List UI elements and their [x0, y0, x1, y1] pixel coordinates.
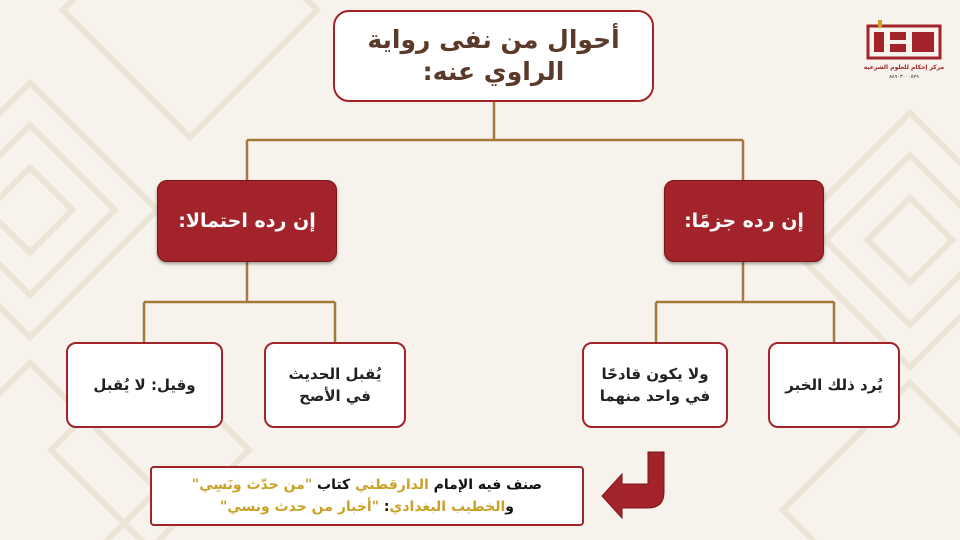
certain-child-1-box: [768, 342, 900, 428]
note-author-2: الخطيب البغدادي: [389, 499, 506, 515]
note-text: :: [379, 499, 390, 515]
branch-certain-box: [664, 180, 824, 262]
note-text: صنف فيه الإمام: [428, 477, 543, 493]
certain-child-2-text: ولا يكون قادحًا في واحد منهما: [599, 365, 711, 405]
note-box: [150, 466, 584, 526]
possible-child-2-box: [66, 342, 223, 428]
note-book-1: "من حدّث ونَسِي": [191, 477, 313, 493]
note-book-2: "أخبار من حدث ونسي": [220, 499, 380, 515]
branch-possible-box: [157, 180, 337, 262]
title-line-2: الراوي عنه:: [422, 57, 565, 86]
note-text: و: [505, 499, 514, 515]
branch-certain-label: إن رده جزمًا:: [684, 210, 804, 232]
branch-possible-label: إن رده احتمالا:: [178, 210, 316, 232]
logo-number: ٨٨٩٠٣٠٠٠٥٧٩: [889, 74, 919, 80]
diagram-title: [333, 10, 654, 102]
title-line-1: أحوال من نفى رواية: [367, 25, 620, 54]
possible-child-1-box: [264, 342, 406, 428]
certain-child-1-text: يُرد ذلك الخبر: [785, 376, 883, 394]
certain-child-2-box: [582, 342, 728, 428]
possible-child-2-text: وقيل: لا يُقبل: [93, 376, 196, 394]
note-author-1: الدارقطني: [355, 477, 429, 493]
note-line-1: [192, 474, 542, 496]
note-text: كتاب: [312, 477, 356, 493]
note-line-2: [220, 496, 514, 518]
curved-arrow-icon: [602, 452, 664, 518]
possible-child-1-text: يُقبل الحديث في الأصح: [288, 365, 382, 405]
logo-subtitle: مركز إحكام للعلوم الشرعية: [863, 64, 945, 71]
